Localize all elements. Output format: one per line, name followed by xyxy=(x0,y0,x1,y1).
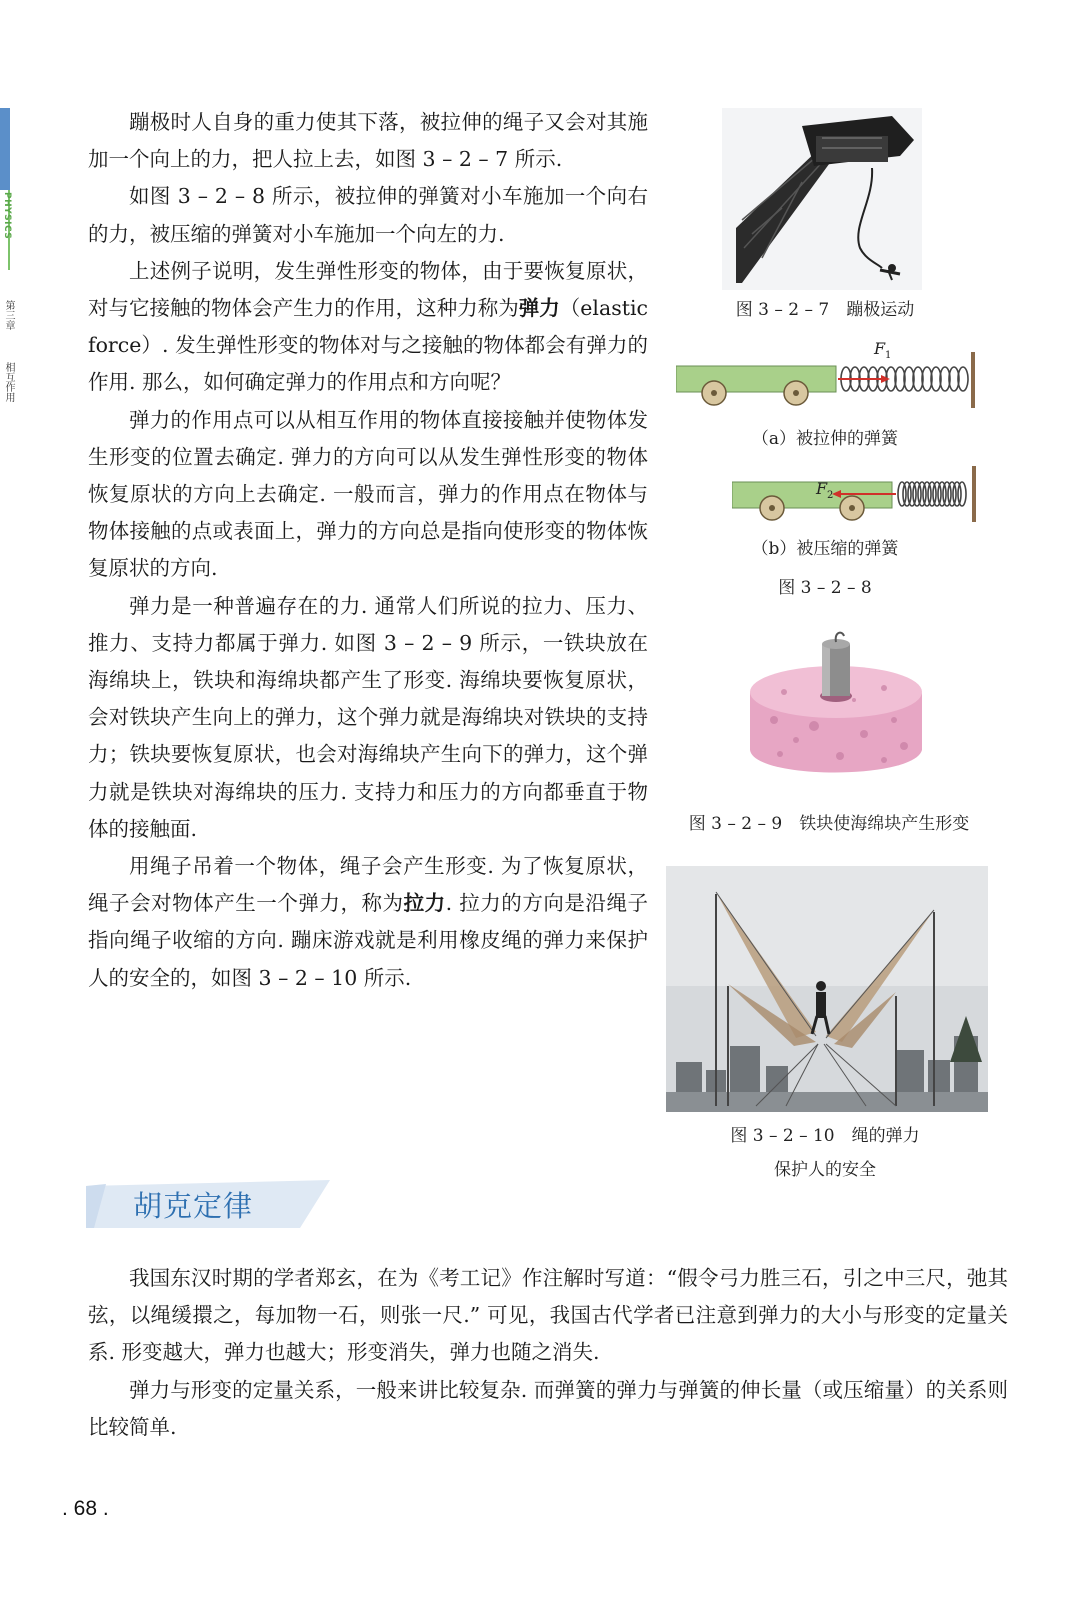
trampoline-photo xyxy=(666,866,988,1112)
side-subject-label: PHYSICS xyxy=(2,192,12,240)
paragraph-text: 用绳子吊着一个物体，绳子会产生形变. 为了恢复原状，绳子会对物体产生一个弹力，称为 xyxy=(88,854,648,916)
side-chapter-label: 第三章 xyxy=(3,300,14,330)
page-number: . 68 . xyxy=(62,1497,109,1520)
force-label-f1: F xyxy=(874,339,886,358)
figure-caption: 图 3 – 2 – 10 绳的弹力 xyxy=(730,1126,920,1146)
force-label-f2-sub: 2 xyxy=(827,490,834,501)
force-label-f1-sub: 1 xyxy=(885,350,892,361)
body-text-column xyxy=(88,104,648,997)
sponge-iron-photo xyxy=(744,630,928,782)
paragraph: 蹦极时人自身的重力使其下落，被拉伸的绳子又会对其施加一个向上的力，把人拉上去，如图 3 – 2 – 7 所示. xyxy=(88,110,648,172)
section-body xyxy=(88,1260,1008,1446)
stretched-spring-diagram xyxy=(676,336,976,416)
key-term: 弹力 xyxy=(518,296,560,321)
side-tab-blue xyxy=(0,108,10,190)
paragraph xyxy=(88,253,648,402)
figure-caption: 图 3 – 2 – 8 xyxy=(778,578,872,598)
paragraph: 我国东汉时期的学者郑玄，在为《考工记》作注解时写道：“假令弓力胜三石，引之中三尺，弛其弦，以绳缓擐之，每加物一石，则张一尺.” 可见，我国古代学者已注意到弹力的大小与形变的定量关系. 形变越大，弹力也越大；形变消失，弹力也随之消失. xyxy=(88,1266,1008,1365)
paragraph-text: 上述例子说明，发生弹性形变的物体，由于要恢复原状，对与它接触的物体会产生力的作用，这种力称为 xyxy=(88,258,648,321)
paragraph: 弹力的作用点可以从相互作用的物体直接接触并使物体发生形变的位置去确定. 弹力的方向可以从发生弹性形变的物体恢复原状的方向上去确定. 一般而言，弹力的作用点在物体与物体接触的点或表面上，弹力的方向总是指向使形变的物体恢复原状的方向. xyxy=(88,407,648,581)
compressed-spring-diagram xyxy=(732,462,982,526)
paragraph-text: . 拉力的方向是沿绳子指向绳子收缩的方向. 蹦床游戏就是利用橡皮绳的弹力来保护人的安全的，如图 3 – 2 – 10 所示. xyxy=(88,891,649,990)
paragraph: 如图 3 – 2 – 8 所示，被拉伸的弹簧对小车施加一个向右的力，被压缩的弹簧对小车施加一个向左的力. xyxy=(88,184,648,246)
key-term: 拉力 xyxy=(403,891,446,916)
figure-subcaption-a: （a）被拉伸的弹簧 xyxy=(751,429,899,449)
figure-caption: 图 3 – 2 – 9 铁块使海绵块产生形变 xyxy=(688,814,970,834)
spring-coils xyxy=(898,482,966,506)
section-title: 胡克定律 xyxy=(133,1189,254,1223)
paragraph: 弹力与形变的定量关系，一般来讲比较复杂. 而弹簧的弹力与弹簧的伸长量（或压缩量）的关系则比较简单. xyxy=(88,1377,1008,1439)
paragraph: 弹力是一种普遍存在的力. 通常人们所说的拉力、压力、推力、支持力都属于弹力. 如图 3 – 2 – 9 所示，一铁块放在海绵块上，铁块和海绵块都产生了形变. 海绵块要恢复原状，会对铁块产生向上的弹力，这个弹力就是海绵块对铁块的支持力；铁块要恢复原状，也会对海绵块产生向下的弹力，这个弹力就是铁块对海绵块的压力. 支持力和压力的方向都垂直于物体的接触面. xyxy=(88,593,648,841)
paragraph-text: （elastic force）. 发生弹性形变的物体对与之接触的物体都会有弹力的作用. 那么，如何确定弹力的作用点和方向呢？ xyxy=(88,296,648,395)
side-topic-label: 相互作用 xyxy=(3,362,14,402)
figure-caption: 图 3 – 2 – 7 蹦极运动 xyxy=(735,300,915,320)
figure-subcaption-b: （b）被压缩的弹簧 xyxy=(751,539,899,559)
force-label-f2: F xyxy=(816,479,828,498)
bungee-photo xyxy=(722,108,922,290)
figure-caption-line2: 保护人的安全 xyxy=(774,1160,876,1180)
paragraph xyxy=(88,848,648,997)
